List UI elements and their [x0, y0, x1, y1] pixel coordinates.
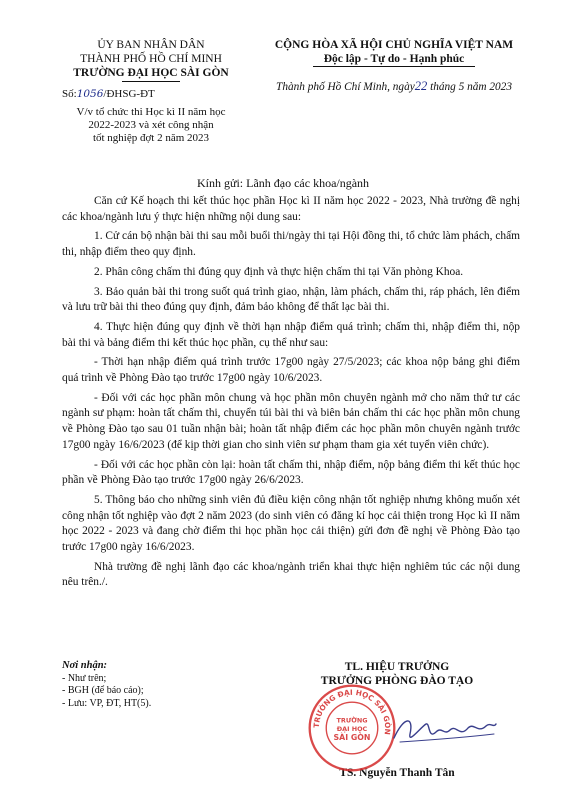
recipients-heading: Nơi nhận: [62, 660, 108, 671]
number-prefix: Số: [62, 88, 77, 100]
signer-title-1: TL. HIỆU TRƯỞNG [344, 661, 450, 673]
recipient-item: - Như trên; [62, 672, 107, 684]
document-body [62, 194, 520, 595]
subject-line-1: V/v tổ chức thi Học kì II năm học [76, 106, 226, 118]
date-prefix: Thành phố Hồ Chí Minh, ngày [276, 81, 415, 93]
issuer-line-1: ỦY BAN NHÂN DÂN [97, 39, 205, 51]
motto-underline [313, 66, 475, 67]
body-paragraph: 4. Thực hiện đúng quy định về thời hạn nhập điểm quá trình; chấm thi, nhập điểm thi, nộp bài thi và bảng điểm thi kết thúc học phần, cụ thể như sau: [62, 320, 520, 349]
document-subject [62, 106, 240, 145]
official-seal-stamp [306, 682, 398, 774]
national-title: CỘNG HÒA XÃ HỘI CHỦ NGHĨA VIỆT NAM [274, 39, 514, 51]
issuer-line-3: TRƯỜNG ĐẠI HỌC SÀI GÒN [73, 67, 229, 79]
signer-title-2: TRƯỞNG PHÒNG ĐÀO TẠO [320, 675, 474, 687]
issuer-line-2: THÀNH PHỐ HỒ CHÍ MINH [80, 53, 222, 65]
handwritten-signature [390, 710, 500, 750]
body-paragraph: Nhà trường đề nghị lãnh đạo các khoa/ngành triển khai thực hiện nghiêm túc các nội dung nêu trên./. [62, 560, 520, 589]
number-handwritten: 1056 [76, 88, 104, 100]
recipient-item: - BGH (để báo cáo); [62, 685, 144, 696]
body-paragraph: - Đối với các học phần còn lại: hoàn tất chấm thi, nhập điểm, nộp bảng điểm thi kết thúc học phần về Phòng Đào tạo trước 17g00 ngày 26/6/2023. [62, 458, 520, 487]
date-suffix: tháng 5 năm 2023 [430, 81, 512, 93]
body-paragraph: 1. Cử cán bộ nhận bài thi sau mỗi buổi thi/ngày thi tại Hội đồng thi, tổ chức làm phách, chấm thi, nhập điểm theo quy định. [62, 230, 520, 259]
signer-name: TS. Nguyễn Thanh Tân [339, 767, 455, 779]
date-day-handwritten: 22 [414, 79, 428, 93]
stamp-center-line-1: TRƯỜNG [336, 716, 368, 725]
stamp-center-line-2: ĐẠI HỌC [336, 724, 368, 733]
document-number [62, 87, 240, 101]
body-paragraph: Căn cứ Kế hoạch thi kết thúc học phần Học kì II năm học 2022 - 2023, Nhà trường đề nghị các khoa/ngành lưu ý thực hiện những nội dung sau: [62, 195, 520, 223]
national-header [256, 38, 532, 94]
stamp-ring-text: TRƯỜNG ĐẠI HỌC SÀI GÒN [311, 687, 393, 736]
body-paragraph: 2. Phân công chấm thi đúng quy định và thực hiện chấm thi tại Văn phòng Khoa. [94, 265, 464, 278]
subject-line-3: tốt nghiệp đợt 2 năm 2023 [92, 132, 210, 144]
subject-line-2: 2022-2023 và xét công nhận [88, 119, 214, 131]
body-paragraph: 5. Thông báo cho những sinh viên đủ điều kiện công nhận tốt nghiệp nhưng không muốn xét công nhận tốt nghiệp vào đợt 2 năm 2023 (do sinh viên có đăng kí học cải thiện trong Học kì II năm học 2022 - 2023 và đang chờ điểm thi học phần học cải thiện) gửi đơn đề nghị về Phòng Đào tạo trước 17g00 ngày 16/6/2023. [62, 493, 520, 554]
stamp-center-line-3: SÀI GÒN [333, 732, 371, 742]
body-paragraph: - Thời hạn nhập điểm quá trình trước 17g00 ngày 27/5/2023; các khoa nộp bảng ghi điểm quá trình về Phòng Đào tạo trước 17g00 ngày 10/6/2023. [62, 356, 520, 385]
salutation: Kính gửi: Lãnh đạo các khoa/ngành [196, 176, 370, 190]
number-suffix: /ĐHSG-ĐT [103, 88, 155, 100]
recipient-item: - Lưu: VP, ĐT, HT(5). [62, 697, 152, 709]
body-paragraph: - Đối với các học phần môn chung và học phần môn chuyên ngành mở cho năm thứ tư các ngành sư phạm: hoàn tất chấm thi, chuyển túi bài thi và biên bản chấm thi các học phần môn chung về Phòng Đào tạo sau 01 tuần nhận bài; hoàn tất nhập điểm các học phần môn chuyên ngành trước 17g00 ngày 16/6/2023 (để kịp thời gian cho sinh viên sư phạm tham gia xét tuyển viên chức). [62, 391, 520, 451]
body-paragraph: 3. Bảo quản bài thi trong suốt quá trình giao, nhận, làm phách, chấm thi, ráp phách, lên điểm và lưu trữ bài thi theo đúng quy định, đảm bảo không để thất lạc bài thi. [62, 285, 520, 314]
national-motto: Độc lập - Tự do - Hạnh phúc [323, 53, 465, 65]
issuer-header [62, 38, 240, 145]
issuer-underline [122, 81, 180, 82]
recipients-block [62, 660, 262, 710]
document-date [256, 79, 532, 94]
